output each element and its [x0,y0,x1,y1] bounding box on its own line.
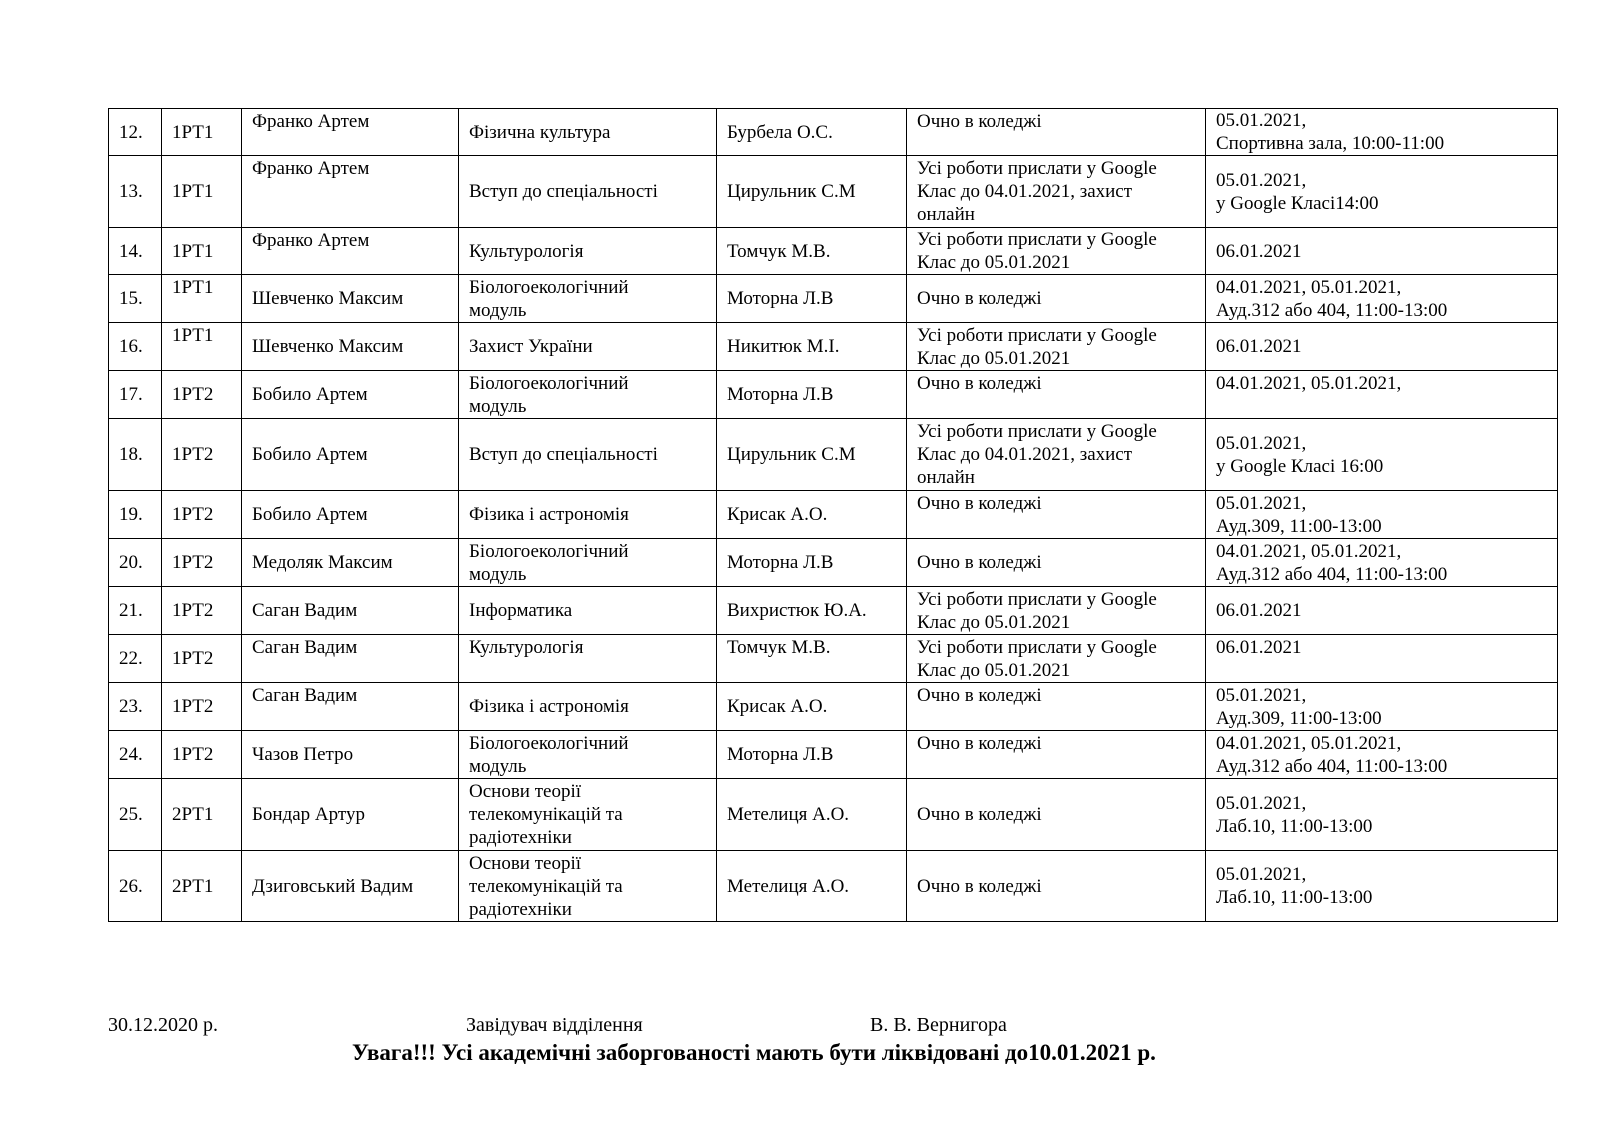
student-cell [242,683,459,731]
row-number-text: 12. [119,121,143,143]
teacher-cell-text: Цирульник С.М [727,181,856,202]
format-cell-text: Очно в коледжі [917,288,1042,309]
time-cell [1206,371,1558,419]
group-cell [162,587,242,635]
teacher-cell [717,635,907,683]
group-cell-text: 1РТ2 [172,744,214,765]
teacher-cell [717,779,907,851]
time-cell [1206,419,1558,491]
group-cell-text: 1РТ1 [172,181,214,202]
row-number [109,419,162,491]
group-cell [162,731,242,779]
teacher-cell [717,156,907,228]
time-cell-text: 06.01.2021 [1216,637,1302,658]
student-cell [242,779,459,851]
student-cell-text: Бобило Артем [252,384,368,405]
student-cell-text: Франко Артем [252,230,370,251]
row-number-text: 13. [119,181,143,202]
format-cell-text: Очно в коледжі [917,804,1042,825]
time-cell-text: 05.01.2021, Лаб.10, 11:00-13:00 [1216,864,1373,908]
row-number [109,683,162,731]
row-number-text: 17. [119,384,143,405]
student-cell [242,587,459,635]
row-number [109,371,162,419]
table-row [109,371,1558,419]
group-cell-text: 1РТ1 [172,121,214,143]
time-cell-text: 05.01.2021, у Google Класі14:00 [1216,169,1379,214]
group-cell [162,851,242,922]
group-cell-text: 1РТ2 [172,600,214,621]
time-cell [1206,731,1558,779]
subject-cell-text: Біологоекологічний модуль [469,372,629,417]
format-cell-text: Очно в коледжі [917,733,1042,754]
student-cell [242,491,459,539]
footer-date: 30.12.2020 р. [108,1014,218,1036]
format-cell [907,323,1206,371]
teacher-cell [717,275,907,323]
format-cell-text: Усі роботи прислати у Google Клас до 05.01.2021 [917,324,1157,369]
format-cell [907,491,1206,539]
subject-cell-text: Біологоекологічний модуль [469,540,629,585]
format-cell [907,779,1206,851]
teacher-cell [717,539,907,587]
row-number [109,851,162,922]
time-cell-text: 05.01.2021, Ауд.309, 11:00-13:00 [1216,492,1382,537]
table-row [109,491,1558,539]
time-cell-text: 05.01.2021, у Google Класі 16:00 [1216,432,1384,477]
format-cell [907,731,1206,779]
subject-cell [459,491,717,539]
group-cell [162,371,242,419]
student-cell-text: Саган Вадим [252,637,358,658]
student-cell [242,731,459,779]
teacher-cell-text: Моторна Л.В [727,384,834,405]
table-row [109,156,1558,228]
time-cell-text: 06.01.2021 [1216,600,1302,621]
subject-cell [459,228,717,275]
teacher-cell-text: Томчук М.В. [727,637,831,658]
format-cell-text: Усі роботи прислати у Google Клас до 05.01.2021 [917,588,1157,633]
group-cell [162,228,242,275]
row-number-text: 26. [119,875,143,897]
teacher-cell-text: Крисак А.О. [727,504,828,525]
student-cell-text: Бобило Артем [252,444,368,465]
time-cell-text: 04.01.2021, 05.01.2021, [1216,373,1402,394]
row-number-text: 24. [119,744,143,765]
format-cell-text: Усі роботи прислати у Google Клас до 04.01.2021, захист онлайн [917,158,1157,225]
time-cell [1206,683,1558,731]
row-number-text: 18. [119,444,143,465]
format-cell-text: Усі роботи прислати у Google Клас до 04.01.2021, захист онлайн [917,421,1157,488]
format-cell [907,109,1206,156]
group-cell [162,156,242,228]
student-cell-text: Франко Артем [252,158,370,179]
format-cell-text: Очно в коледжі [917,875,1042,897]
table-row [109,275,1558,323]
subject-cell [459,371,717,419]
format-cell [907,419,1206,491]
group-cell [162,491,242,539]
time-cell [1206,228,1558,275]
subject-cell [459,851,717,922]
subject-cell [459,731,717,779]
format-cell-text: Усі роботи прислати у Google Клас до 05.01.2021 [917,636,1157,681]
time-cell [1206,491,1558,539]
row-number [109,275,162,323]
group-cell-text: 2РТ1 [172,804,214,825]
group-cell [162,635,242,683]
teacher-cell [717,419,907,491]
time-cell [1206,779,1558,851]
teacher-cell-text: Моторна Л.В [727,744,834,765]
subject-cell-text: Біологоекологічний модуль [469,276,629,321]
row-number [109,323,162,371]
teacher-cell-text: Томчук М.В. [727,240,831,262]
teacher-cell [717,491,907,539]
row-number-text: 22. [119,648,143,669]
student-cell-text: Шевченко Максим [252,336,404,357]
table-row [109,683,1558,731]
student-cell [242,228,459,275]
time-cell [1206,635,1558,683]
row-number-text: 25. [119,804,143,825]
subject-cell-text: Захист України [469,336,593,357]
teacher-cell-text: Моторна Л.В [727,288,834,309]
row-number [109,587,162,635]
student-cell [242,109,459,156]
time-cell [1206,587,1558,635]
subject-cell [459,587,717,635]
student-cell-text: Чазов Петро [252,744,354,765]
time-cell-text: 05.01.2021, Спортивна зала, 10:00-11:00 [1216,110,1445,154]
row-number [109,635,162,683]
teacher-cell [717,109,907,156]
teacher-cell-text: Крисак А.О. [727,696,828,717]
student-cell [242,323,459,371]
teacher-cell-text: Моторна Л.В [727,552,834,573]
format-cell [907,587,1206,635]
group-cell-text: 1РТ1 [172,240,214,262]
time-cell [1206,275,1558,323]
teacher-cell-text: Цирульник С.М [727,444,856,465]
row-number-text: 16. [119,336,143,357]
time-cell-text: 05.01.2021, Лаб.10, 11:00-13:00 [1216,792,1373,837]
row-number-text: 20. [119,552,143,573]
debts-schedule-table [108,108,1558,922]
table-body [109,109,1558,922]
time-cell [1206,851,1558,922]
format-cell [907,851,1206,922]
format-cell [907,635,1206,683]
teacher-cell-text: Бурбела О.С. [727,121,833,143]
format-cell-text: Очно в коледжі [917,111,1042,132]
table-row [109,731,1558,779]
subject-cell-text: Біологоекологічний модуль [469,732,629,777]
group-cell-text: 1РТ1 [172,325,214,346]
footer-signatory-name: В. В. Вернигора [870,1014,1007,1036]
row-number-text: 23. [119,696,143,717]
subject-cell-text: Вступ до спеціальності [469,444,658,465]
row-number-text: 15. [119,288,143,309]
format-cell [907,156,1206,228]
subject-cell [459,419,717,491]
table-row [109,323,1558,371]
group-cell [162,539,242,587]
format-cell-text: Усі роботи прислати у Google Клас до 05.01.2021 [917,229,1157,273]
subject-cell [459,323,717,371]
format-cell [907,275,1206,323]
student-cell-text: Бобило Артем [252,504,368,525]
format-cell [907,371,1206,419]
subject-cell [459,156,717,228]
table-row [109,635,1558,683]
row-number [109,539,162,587]
subject-cell-text: Інформатика [469,600,573,621]
group-cell-text: 1РТ2 [172,696,214,717]
group-cell [162,419,242,491]
row-number [109,491,162,539]
student-cell-text: Бондар Артур [252,804,365,825]
row-number [109,156,162,228]
time-cell-text: 04.01.2021, 05.01.2021, Ауд.312 або 404, 11:00-13:00 [1216,277,1448,321]
group-cell-text: 1РТ2 [172,648,214,669]
row-number-text: 21. [119,600,143,621]
group-cell-text: 1РТ2 [172,552,214,573]
time-cell [1206,323,1558,371]
student-cell-text: Саган Вадим [252,685,358,706]
row-number [109,779,162,851]
student-cell [242,635,459,683]
student-cell [242,851,459,922]
row-number [109,109,162,156]
student-cell-text: Дзиговський Вадим [252,875,414,897]
teacher-cell [717,731,907,779]
time-cell-text: 05.01.2021, Ауд.309, 11:00-13:00 [1216,684,1382,729]
format-cell [907,228,1206,275]
teacher-cell [717,371,907,419]
group-cell [162,109,242,156]
subject-cell-text: Фізична культура [469,121,611,143]
format-cell [907,683,1206,731]
teacher-cell-text: Вихристюк Ю.А. [727,600,867,621]
time-cell [1206,109,1558,156]
subject-cell [459,539,717,587]
format-cell-text: Очно в коледжі [917,685,1042,706]
subject-cell [459,779,717,851]
subject-cell [459,683,717,731]
subject-cell-text: Фізика і астрономія [469,504,629,525]
table-row [109,587,1558,635]
group-cell-text: 2РТ1 [172,875,214,897]
format-cell-text: Очно в коледжі [917,493,1042,514]
subject-cell-text: Фізика і астрономія [469,696,629,717]
student-cell [242,539,459,587]
subject-cell-text: Основи теорії телекомунікацій та радіотехніки [469,852,623,920]
teacher-cell [717,323,907,371]
student-cell [242,371,459,419]
format-cell [907,539,1206,587]
format-cell-text: Очно в коледжі [917,373,1042,394]
footer-warning: Увага!!! Усі академічні заборгованості мають бути ліквідовані до10.01.2021 р. [352,1040,1156,1065]
group-cell-text: 1РТ2 [172,504,214,525]
format-cell-text: Очно в коледжі [917,552,1042,573]
table-row [109,419,1558,491]
time-cell-text: 04.01.2021, 05.01.2021, Ауд.312 або 404, 11:00-13:00 [1216,540,1448,585]
subject-cell [459,275,717,323]
teacher-cell [717,683,907,731]
teacher-cell [717,851,907,922]
time-cell-text: 04.01.2021, 05.01.2021, Ауд.312 або 404, 11:00-13:00 [1216,732,1448,777]
student-cell-text: Шевченко Максим [252,288,404,309]
table-row [109,109,1558,156]
student-cell [242,419,459,491]
teacher-cell [717,228,907,275]
row-number [109,228,162,275]
group-cell [162,779,242,851]
group-cell [162,683,242,731]
time-cell-text: 06.01.2021 [1216,240,1302,262]
footer-position: Завідувач відділення [466,1014,643,1036]
subject-cell-text: Вступ до спеціальності [469,181,658,202]
teacher-cell-text: Никитюк М.І. [727,336,840,357]
student-cell [242,275,459,323]
table-row [109,851,1558,922]
table-row [109,539,1558,587]
time-cell-text: 06.01.2021 [1216,336,1302,357]
subject-cell [459,635,717,683]
time-cell [1206,539,1558,587]
row-number-text: 19. [119,504,143,525]
teacher-cell [717,587,907,635]
student-cell-text: Франко Артем [252,111,370,132]
group-cell-text: 1РТ2 [172,384,214,405]
subject-cell [459,109,717,156]
group-cell-text: 1РТ1 [172,277,214,298]
group-cell [162,323,242,371]
group-cell-text: 1РТ2 [172,444,214,465]
subject-cell-text: Культурологія [469,637,584,658]
group-cell [162,275,242,323]
student-cell-text: Медоляк Максим [252,552,393,573]
teacher-cell-text: Метелиця А.О. [727,804,850,825]
subject-cell-text: Культурологія [469,240,584,262]
teacher-cell-text: Метелиця А.О. [727,875,850,897]
row-number [109,731,162,779]
time-cell [1206,156,1558,228]
row-number-text: 14. [119,240,143,262]
table-row [109,228,1558,275]
student-cell-text: Саган Вадим [252,600,358,621]
table-row [109,779,1558,851]
subject-cell-text: Основи теорії телекомунікацій та радіотехніки [469,781,623,848]
student-cell [242,156,459,228]
